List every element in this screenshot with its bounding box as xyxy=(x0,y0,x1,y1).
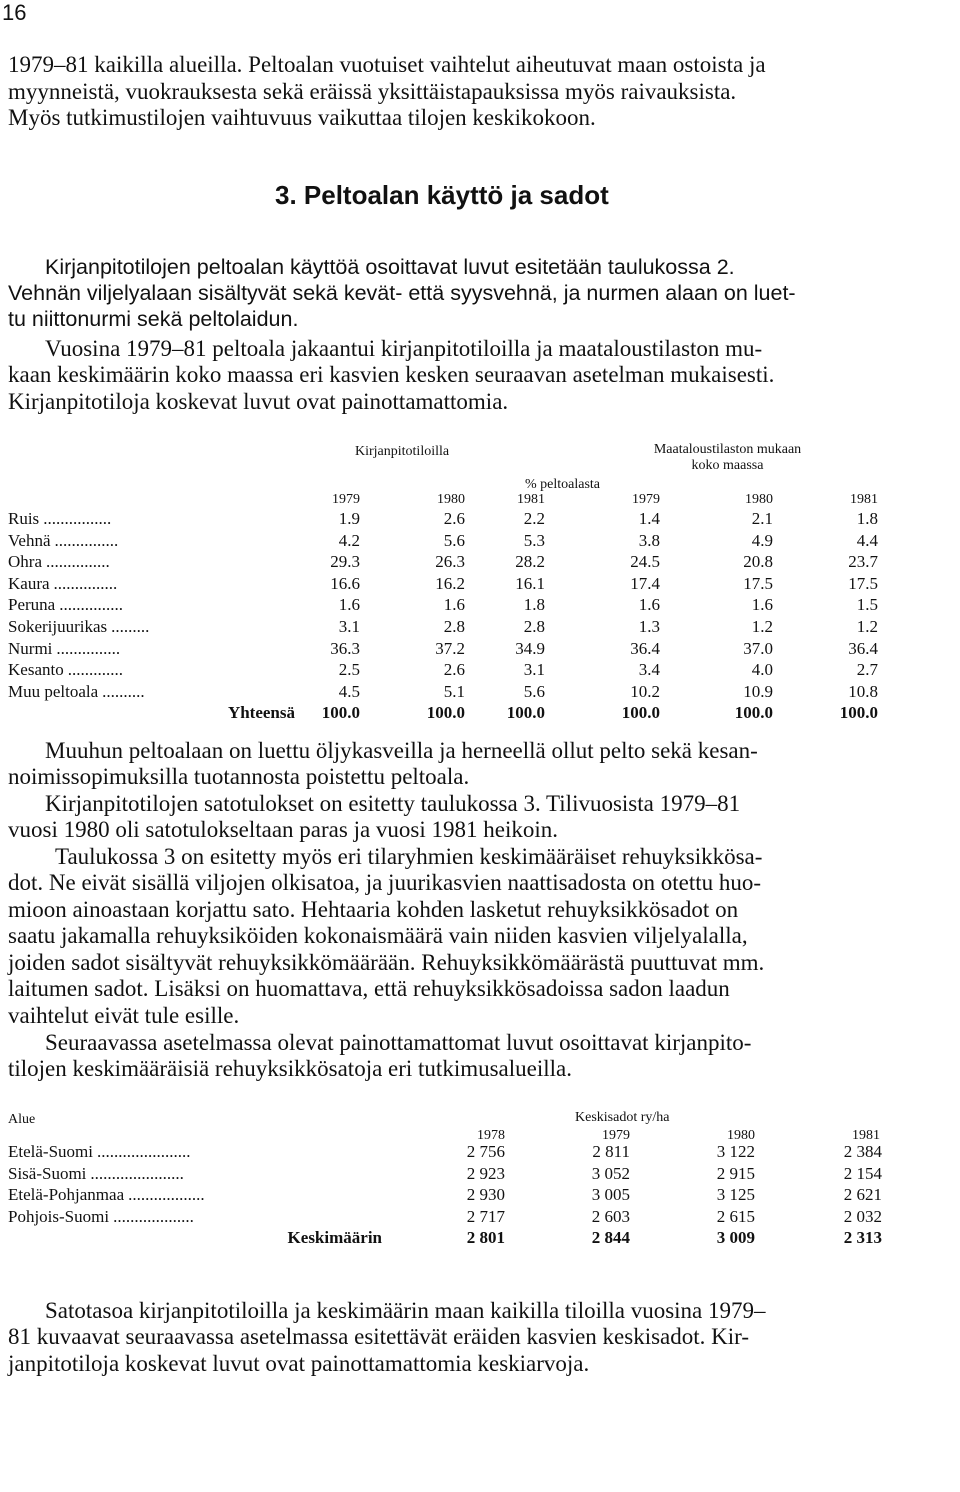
leader-dots: ............. xyxy=(67,660,123,680)
table-cell: 1.8 xyxy=(523,595,545,615)
table-cell: 2 801 xyxy=(466,1228,505,1247)
group-header-statistics: Maataloustilaston mukaan xyxy=(653,442,802,457)
row-label xyxy=(8,531,118,551)
table-cell: 26.3 xyxy=(435,552,465,572)
year-header: 1981 xyxy=(517,492,545,507)
text-line: Seuraavassa asetelmassa olevat painottamattomat luvut osoittavat kirjanpito- xyxy=(45,1030,752,1055)
row-label-text: Ruis xyxy=(8,509,40,528)
text-line: Kirjanpitotilojen peltoalan käyttöä osoittavat luvut esitetään taulukossa 2. xyxy=(45,255,735,279)
table-cell: 100.0 xyxy=(426,703,465,723)
table-cell: 3 009 xyxy=(716,1228,755,1247)
paragraph-feed-units xyxy=(55,844,955,871)
paragraph-distribution-cont xyxy=(8,362,953,415)
table-cell: 100.0 xyxy=(321,703,360,723)
table-cell: 1.3 xyxy=(638,617,660,636)
table-cell: 4.0 xyxy=(751,660,773,680)
table-cell: 3 052 xyxy=(591,1163,630,1183)
table-cell: 2 313 xyxy=(843,1228,882,1247)
table-cell: 1.5 xyxy=(856,595,878,615)
row-label xyxy=(8,1207,194,1227)
row-label xyxy=(8,595,123,615)
row-label-text: Pohjois-Suomi xyxy=(8,1206,110,1226)
table-cell: 37.0 xyxy=(743,638,773,658)
table-cell: 100.0 xyxy=(734,703,773,723)
leader-dots: ......... xyxy=(111,617,150,636)
table-cell: 23.7 xyxy=(848,552,878,572)
paragraph-table-intro xyxy=(45,254,955,280)
table-cell: 16.2 xyxy=(435,573,465,593)
paragraph-crop-yields-cont xyxy=(8,1324,953,1377)
table-cell: 2 384 xyxy=(843,1142,882,1161)
text-line: myynneistä, vuokrauksesta sekä eräissä yksittäistapauksissa myös raivauksista. xyxy=(8,78,737,104)
table-cell: 1.2 xyxy=(751,617,773,636)
table-cell: 2 717 xyxy=(466,1206,505,1226)
table-cell: 36.4 xyxy=(630,638,660,658)
table-cell: 1.6 xyxy=(338,595,360,615)
table-cell: 2 915 xyxy=(716,1163,755,1183)
table-cell: 1.9 xyxy=(338,509,360,528)
unit-label: % peltoalasta xyxy=(525,477,601,492)
total-label: Keskimäärin xyxy=(287,1228,382,1247)
row-label-text: Muu peltoala xyxy=(8,681,99,701)
table-cell: 5.6 xyxy=(523,681,545,701)
row-label-text: Peruna xyxy=(8,595,56,615)
table-cell: 1.2 xyxy=(856,617,878,636)
leader-dots: ...................... xyxy=(90,1163,184,1183)
year-header: 1979 xyxy=(602,1128,630,1143)
leader-dots: .......... xyxy=(102,681,145,701)
table-cell: 4.2 xyxy=(338,530,360,550)
leader-dots: ................... xyxy=(113,1206,194,1226)
text-line: laitumen sadot. Lisäksi on huomattava, että rehuyksikkösadoissa sadon laadun xyxy=(8,976,730,1001)
row-label xyxy=(8,509,111,529)
row-label xyxy=(8,639,120,659)
area-header: Alue xyxy=(8,1112,36,1127)
year-header: 1978 xyxy=(477,1128,505,1143)
text-line: Myös tutkimustilojen vaihtuvuus vaikuttaa tilojen keskikokoon. xyxy=(8,105,596,130)
paragraph-crop-yields xyxy=(45,1298,955,1325)
table-cell: 2 923 xyxy=(466,1163,505,1183)
row-label xyxy=(8,1164,184,1184)
table-cell: 5.6 xyxy=(443,530,465,550)
paragraph-other-land xyxy=(45,738,955,765)
text-line: mioon ainoastaan korjattu sato. Hehtaaria kohden lasketut rehuyksikkösadot on xyxy=(8,896,739,922)
row-label-text: Vehnä xyxy=(8,530,51,550)
table-cell: 1.6 xyxy=(443,595,465,615)
text-line: Muuhun peltoalaan on luettu öljykasveilla ja herneellä ollut pelto sekä kesan- xyxy=(45,738,758,763)
text-line: Vehnän viljelyalaan sisältyvät sekä kevät- että syysvehnä, ja nurmen alaan on luet- xyxy=(8,281,796,305)
table-cell: 2.6 xyxy=(443,660,465,680)
table-cell: 3.1 xyxy=(523,660,545,680)
table-cell: 3.4 xyxy=(638,660,660,680)
table-cell: 2.8 xyxy=(443,617,465,636)
paragraph-regional-cont xyxy=(8,1056,953,1083)
table-cell: 36.4 xyxy=(848,638,878,658)
leader-dots: ............... xyxy=(56,638,121,658)
table-cell: 2 615 xyxy=(716,1206,755,1226)
table-cell: 3 125 xyxy=(716,1185,755,1204)
paragraph-table-intro-cont xyxy=(8,280,953,332)
table-cell: 4.5 xyxy=(338,681,360,701)
table-cell: 1.6 xyxy=(638,595,660,615)
table-cell: 2 603 xyxy=(591,1206,630,1226)
table-cell: 17.5 xyxy=(848,573,878,593)
section-heading: 3. Peltoalan käyttö ja sadot xyxy=(275,180,609,210)
row-label-text: Ohra xyxy=(8,552,42,572)
leader-dots: ............... xyxy=(54,530,119,550)
row-label xyxy=(8,660,123,680)
leader-dots: ............... xyxy=(59,595,123,615)
table-cell: 10.2 xyxy=(630,681,660,701)
table-cell: 2 930 xyxy=(466,1185,505,1204)
text-line: vaihtelut eivät tule esille. xyxy=(8,1002,240,1028)
leader-dots: ............... xyxy=(53,573,118,593)
row-label-text: Etelä-Suomi xyxy=(8,1142,93,1161)
table-cell: 3.8 xyxy=(638,530,660,550)
text-line: saatu jakamalla rehuyksiköiden kokonaismäärä vain niiden kasvien viljelyalalla, xyxy=(8,923,748,948)
text-line: tilojen keskimääräisiä rehuyksikkösatoja eri tutkimusalueilla. xyxy=(8,1056,572,1081)
text-line: noimissopimuksilla tuotannosta poistettu peltoala. xyxy=(8,764,470,789)
row-label-text: Nurmi xyxy=(8,638,53,658)
text-line: dot. Ne eivät sisällä viljojen olkisatoa, ja juurikasvien naattisadosta on otettu huo- xyxy=(8,870,762,895)
table-cell: 5.3 xyxy=(523,530,545,550)
table-cell: 20.8 xyxy=(743,552,773,572)
table-cell: 24.5 xyxy=(630,552,660,572)
page-number: 16 xyxy=(2,0,27,25)
table-cell: 2 154 xyxy=(843,1163,882,1183)
table-cell: 16.1 xyxy=(515,573,545,593)
year-header: 1980 xyxy=(745,492,773,507)
table-cell: 17.4 xyxy=(630,573,660,593)
paragraph-regional xyxy=(45,1030,955,1057)
text-line: kaan keskimäärin koko maassa eri kasvien kesken seuraavan asetelman mukaisesti. xyxy=(8,362,775,387)
text-line: Taulukossa 3 on esitetty myös eri tilaryhmien keskimääräiset rehuyksikkösa- xyxy=(55,844,763,869)
leader-dots: .................. xyxy=(128,1185,205,1204)
table-cell: 10.9 xyxy=(743,681,773,701)
paragraph-distribution xyxy=(45,336,955,363)
table-cell: 100.0 xyxy=(506,703,545,723)
table-cell: 2 811 xyxy=(592,1142,630,1161)
row-label xyxy=(8,574,117,594)
leader-dots: ................ xyxy=(43,509,112,528)
row-label xyxy=(8,1142,190,1162)
leader-dots: ............... xyxy=(45,552,110,572)
text-line: tu niittonurmi sekä peltolaidun. xyxy=(8,307,299,331)
table-cell: 2 621 xyxy=(843,1185,882,1204)
paragraph-yields-cont xyxy=(8,817,953,844)
table-cell: 5.1 xyxy=(443,681,465,701)
text-line: janpitotiloja koskevat luvut ovat painottamattomia keskiarvoja. xyxy=(8,1350,590,1376)
table-cell: 1.4 xyxy=(638,509,660,528)
table-cell: 100.0 xyxy=(621,703,660,723)
row-label-text: Sisä-Suomi xyxy=(8,1163,87,1183)
unit-label: Keskisadot ry/ha xyxy=(575,1110,670,1125)
paragraph-other-land-cont xyxy=(8,764,953,791)
year-header: 1981 xyxy=(852,1128,880,1143)
table-cell: 1.6 xyxy=(751,595,773,615)
year-header: 1979 xyxy=(332,492,360,507)
row-label-text: Kaura xyxy=(8,573,50,593)
leader-dots: ...................... xyxy=(96,1142,191,1161)
table-cell: 17.5 xyxy=(743,573,773,593)
table-cell: 29.3 xyxy=(330,552,360,572)
text-line: Kirjanpitotilojen satotulokset on esitetty taulukossa 3. Tilivuosista 1979–81 xyxy=(45,791,741,816)
table-cell: 2.7 xyxy=(856,660,878,680)
table-cell: 28.2 xyxy=(515,552,545,572)
row-label xyxy=(8,617,149,637)
text-line: Satotasoa kirjanpitotiloilla ja keskimäärin maan kaikilla tiloilla vuosina 1979– xyxy=(45,1298,766,1323)
row-label-text: Kesanto xyxy=(8,660,64,680)
row-label-text: Etelä-Pohjanmaa xyxy=(8,1185,125,1204)
table-cell: 2.5 xyxy=(338,660,360,680)
row-label xyxy=(8,1185,205,1205)
table-cell: 2 032 xyxy=(843,1206,882,1226)
table-cell: 2.6 xyxy=(443,509,465,528)
table-cell: 36.3 xyxy=(330,638,360,658)
text-line: 1979–81 kaikilla alueilla. Peltoalan vuotuiset vaihtelut aiheutuvat maan ostoista ja xyxy=(8,52,766,77)
table-cell: 10.8 xyxy=(848,681,878,701)
table-cell: 4.4 xyxy=(856,530,878,550)
table-cell: 100.0 xyxy=(839,703,878,723)
year-header: 1981 xyxy=(850,492,878,507)
paragraph-feed-units-cont xyxy=(8,870,953,1029)
table-cell: 3 122 xyxy=(716,1142,755,1161)
table-cell: 1.8 xyxy=(856,509,878,528)
table-cell: 2 844 xyxy=(591,1228,630,1247)
year-header: 1980 xyxy=(437,492,465,507)
row-label-text: Sokerijuurikas xyxy=(8,617,108,636)
table-cell: 37.2 xyxy=(435,638,465,658)
text-line: 81 kuvaavat seuraavassa asetelmassa esitettävät eräiden kasvien keskisadot. Kir- xyxy=(8,1324,750,1349)
group-header-statistics-line2: koko maassa xyxy=(691,458,764,473)
row-label xyxy=(8,552,110,572)
year-header: 1979 xyxy=(632,492,660,507)
table-cell: 16.6 xyxy=(330,573,360,593)
total-label: Yhteensä xyxy=(227,703,295,723)
paragraph-yields xyxy=(45,791,955,818)
table-cell: 2 756 xyxy=(466,1142,505,1161)
table-cell: 3.1 xyxy=(338,617,360,636)
row-label xyxy=(8,682,145,702)
table-cell: 2.1 xyxy=(751,509,773,528)
table-cell: 2.2 xyxy=(523,509,545,528)
table-cell: 2.8 xyxy=(523,617,545,636)
text-line: Vuosina 1979–81 peltoala jakaantui kirjanpitotiloilla ja maataloustilaston mu- xyxy=(45,336,763,361)
text-line: Kirjanpitotiloja koskevat luvut ovat painottamattomia. xyxy=(8,388,509,414)
text-line: joiden sadot sisältyvät rehuyksikkömäärään. Rehuyksikkömäärästä puuttuvat mm. xyxy=(8,949,765,975)
table-cell: 4.9 xyxy=(751,530,773,550)
table-cell: 34.9 xyxy=(515,638,545,658)
text-line: vuosi 1980 oli satotulokseltaan paras ja vuosi 1981 heikoin. xyxy=(8,817,559,842)
table-cell: 3 005 xyxy=(591,1185,630,1204)
intro-paragraph xyxy=(8,52,953,132)
group-header-farms: Kirjanpitotiloilla xyxy=(355,444,450,459)
year-header: 1980 xyxy=(727,1128,755,1143)
